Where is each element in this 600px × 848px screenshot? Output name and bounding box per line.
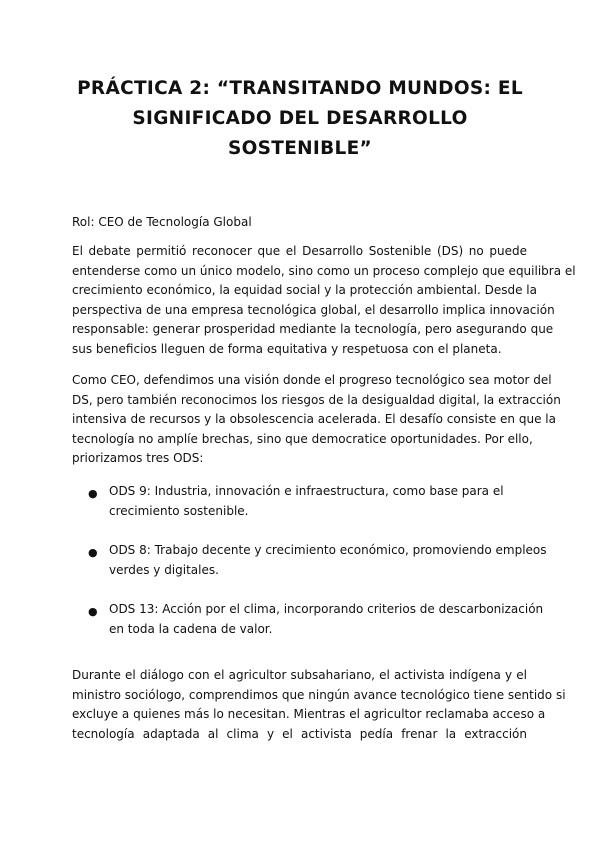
bullet-icon: ● — [88, 605, 98, 618]
text-line: ODS 9: Industria, innovación e infraestructura, como base para el — [109, 484, 504, 498]
text-line: ODS 8: Trabajo decente y crecimiento económico, promoviendo empleos — [109, 543, 547, 557]
text-line: crecimiento económico, la equidad social y la protección ambiental. Desde la — [72, 283, 537, 298]
list-item-text — [109, 541, 547, 580]
text-line: priorizamos tres ODS: — [72, 451, 204, 466]
text-line: excluye a quienes más lo necesitan. Mientras el agricultor reclamaba acceso a — [72, 707, 546, 722]
text-line: DS, pero también reconocimos los riesgos de la desigualdad digital, la extracción — [72, 392, 561, 407]
text-line: ministro sociólogo, comprendimos que ningún avance tecnológico tiene sentido si — [72, 687, 566, 702]
title-line: SIGNIFICADO DEL DESARROLLO — [132, 108, 468, 129]
text-line: perspectiva de una empresa tecnológica global, el desarrollo implica innovación — [72, 302, 555, 317]
bullet-icon: ● — [88, 487, 98, 500]
bullet-icon: ● — [88, 546, 98, 559]
text-line: responsable: generar prosperidad mediante la tecnología, pero asegurando que — [72, 322, 554, 337]
text-line: ODS 13: Acción por el clima, incorporando criterios de descarbonización — [109, 602, 544, 616]
text-line: intensiva de recursos y la obsolescencia acelerada. El desafío consiste en que la — [72, 412, 556, 427]
text-line: Como CEO, defendimos una visión donde el progreso tecnológico sea motor del — [72, 373, 552, 387]
text-line: verdes y digitales. — [109, 562, 219, 577]
page-title — [60, 74, 540, 164]
text-line: tecnología no amplíe brechas, sino que democratice oportunidades. Por ello, — [72, 431, 533, 446]
paragraph-dialogue — [72, 666, 566, 744]
list-item-text — [109, 600, 544, 639]
paragraph-ceo-vision — [72, 371, 561, 469]
text-line: entenderse como un único modelo, sino como un proceso complejo que equilibra el — [72, 263, 576, 278]
text-line: en toda la cadena de valor. — [109, 621, 273, 636]
paragraph-intro — [72, 242, 576, 360]
title-line: SOSTENIBLE” — [228, 138, 372, 159]
list-item-text — [109, 482, 509, 521]
text-line: El debate permitió reconocer que el Desarrollo Sostenible (DS) no puede — [72, 244, 527, 258]
title-line: PRÁCTICA 2: “TRANSITANDO MUNDOS: EL — [77, 78, 523, 99]
text-line: crecimiento sostenible. — [109, 503, 249, 518]
text-line: sus beneficios lleguen de forma equitativa y respetuosa con el planeta. — [72, 341, 502, 356]
text-line: Durante el diálogo con el agricultor subsahariano, el activista indígena y el — [72, 668, 527, 682]
text-line: tecnología adaptada al clima y el activista pedía frenar la extracción — [72, 726, 527, 741]
role-line: Rol: CEO de Tecnología Global — [72, 215, 252, 229]
